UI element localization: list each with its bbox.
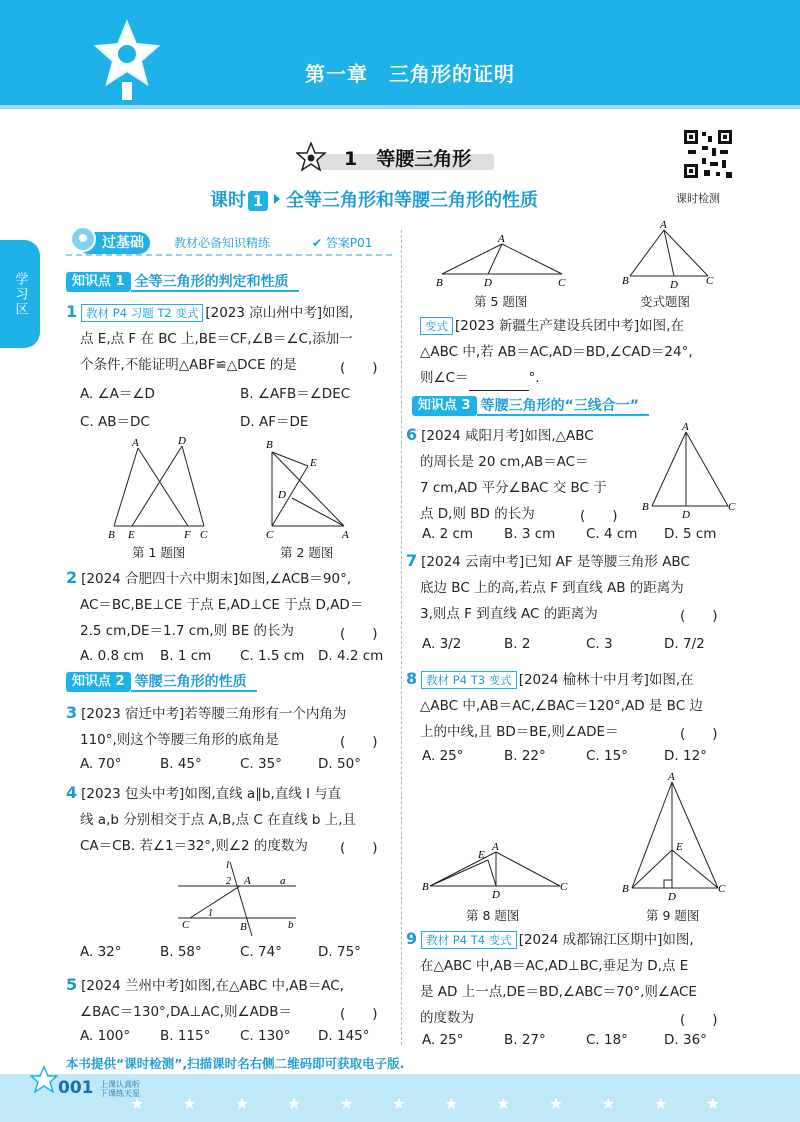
svg-text:D: D (682, 509, 690, 520)
option-b[interactable]: B. 2 (504, 636, 531, 652)
option-a[interactable]: A. 0.8 cm (80, 648, 144, 664)
option-b[interactable]: B. ∠AFB＝∠DEC (240, 386, 351, 402)
option-c[interactable]: C. 130° (240, 1028, 291, 1044)
option-c[interactable]: C. 1.5 cm (240, 648, 305, 664)
variant-figure-diagram (616, 218, 720, 292)
option-c[interactable]: C. 3 (586, 636, 613, 652)
svg-text:B: B (422, 881, 429, 893)
question-text-line: 则∠C＝ (420, 370, 469, 386)
answer-bracket[interactable]: ( ) (680, 608, 718, 624)
option-b[interactable]: B. 3 cm (504, 526, 556, 542)
svg-text:C: C (558, 277, 566, 289)
lesson-title (210, 186, 538, 212)
basics-label: 过基础 (78, 232, 150, 254)
knowledge-point-2 (66, 672, 257, 694)
knowledge-point-tag: 知识点 2 (66, 672, 131, 692)
footer-note: 本书提供“课时检测”,扫描课时名右侧二维码即可获取电子版. (66, 1056, 405, 1071)
svg-text:C: C (200, 529, 208, 541)
option-a[interactable]: A. ∠A＝∠D (80, 386, 155, 402)
svg-text:B: B (622, 275, 629, 287)
option-c[interactable]: C. AB＝DC (80, 414, 150, 430)
figure-6-diagram (640, 420, 740, 520)
option-c[interactable]: C. 35° (240, 756, 282, 772)
question-text-line: [2024 榆林十中月考]如图,在 (518, 672, 694, 688)
question-number: 2 (66, 568, 78, 587)
answer-reference: ✔ 答案P01 (312, 236, 373, 250)
knowledge-point-3 (412, 396, 649, 418)
option-d[interactable]: D. 75° (318, 944, 361, 960)
question-text-line: △ABC 中,若 AB＝AC,AD＝BD,∠CAD＝24°, (420, 344, 693, 360)
option-b[interactable]: B. 58° (160, 944, 202, 960)
arrow-right-icon (274, 194, 280, 204)
option-a[interactable]: A. 3/2 (422, 636, 462, 652)
svg-text:C: C (718, 883, 726, 895)
svg-text:C: C (706, 275, 714, 287)
question-text-line: CA＝CB. 若∠1＝32°,则∠2 的度数为 (80, 838, 308, 854)
svg-text:A: A (682, 421, 689, 433)
answer-bracket[interactable]: ( ) (340, 360, 378, 376)
svg-text:D: D (492, 889, 500, 901)
question-text-line: [2024 合肥四十六中期末]如图,∠ACB＝90°, (81, 571, 352, 587)
figure-2-caption: 第 2 题图 (280, 545, 334, 560)
figure-4-diagram (170, 858, 300, 938)
question-text-line: [2023 凉山州中考]如图, (205, 305, 354, 321)
question-text-line: [2023 宿迁中考]若等腰三角形有一个内角为 (81, 706, 347, 722)
option-d[interactable]: D. 36° (664, 1032, 707, 1048)
svg-text:A: A (660, 219, 667, 231)
knowledge-point-title: 等腰三角形的性质 (131, 672, 257, 692)
knowledge-point-tag: 知识点 3 (412, 396, 477, 416)
question-text-line: 点 D,则 BD 的长为 (420, 506, 535, 522)
question-number: 5 (66, 975, 78, 994)
answer-bracket[interactable]: ( ) (340, 840, 378, 856)
answer-blank[interactable] (469, 377, 529, 391)
basics-subtitle: 教材必备知识精练 (174, 236, 271, 250)
variant-figure-caption: 变式题图 (640, 294, 691, 309)
question-number: 1 (66, 302, 78, 321)
question-text-line: [2024 云南中考]已知 AF 是等腰三角形 ABC (421, 554, 690, 570)
figure-5-caption: 第 5 题图 (474, 294, 528, 309)
svg-text:D: D (278, 489, 286, 501)
svg-text:C: C (182, 919, 190, 931)
svg-text:A: A (668, 771, 675, 783)
question-text-line: 的度数为 (420, 1010, 474, 1026)
figure-1-caption: 第 1 题图 (132, 545, 186, 560)
qr-label: 课时检测 (676, 192, 720, 205)
variant-tag: 变式 (420, 317, 453, 335)
chapter-title: 第一章 三角形的证明 (305, 62, 515, 86)
question-text-line: 110°,则这个等腰三角形的底角是 (80, 732, 279, 748)
answer-bracket[interactable]: ( ) (340, 734, 378, 750)
question-text-line: 7 cm,AD 平分∠BAC 交 BC 于 (420, 480, 607, 496)
question-text-line: 个条件,不能证明△ABF≌△DCE 的是 (80, 357, 297, 373)
svg-text:B: B (108, 529, 115, 541)
svg-text:C: C (728, 501, 736, 513)
column-divider (401, 230, 402, 1045)
answer-reference-text: 答案P01 (325, 236, 373, 250)
star-badge-icon (296, 142, 326, 172)
option-d[interactable]: D. 5 cm (664, 526, 717, 542)
svg-text:D: D (178, 435, 186, 447)
answer-bracket[interactable]: ( ) (580, 508, 618, 524)
question-text-line: [2024 成都锦江区期中]如图, (518, 932, 694, 948)
svg-text:a: a (280, 875, 286, 887)
question-text-line: 上的中线,且 BD＝BE,则∠ADE＝ (420, 724, 619, 740)
question-text-suffix: °. (528, 370, 540, 386)
question-text-line: 是 AD 上一点,DE＝BD,∠ABC＝70°,则∠ACE (420, 984, 697, 1000)
svg-text:B: B (240, 921, 247, 933)
question-text-line: 点 E,点 F 在 BC 上,BE＝CF,∠B＝∠C,添加一 (80, 331, 353, 347)
option-b[interactable]: B. 45° (160, 756, 202, 772)
knowledge-point-tag: 知识点 1 (66, 272, 131, 292)
textbook-tag: 教材 P4 习题 T2 变式 (81, 304, 203, 322)
option-d[interactable]: D. 50° (318, 756, 361, 772)
question-text-line: 底边 BC 上的高,若点 F 到直线 AB 的距离为 (420, 580, 684, 596)
figure-8-caption: 第 8 题图 (466, 908, 520, 923)
svg-text:F: F (184, 529, 191, 541)
question-text-line: 2.5 cm,DE＝1.7 cm,则 BE 的长为 (80, 623, 295, 639)
page-number: 001 (58, 1078, 94, 1098)
question-number: 3 (66, 703, 78, 722)
svg-text:C: C (266, 529, 274, 541)
svg-text:A: A (342, 529, 349, 541)
svg-text:E: E (128, 529, 135, 541)
question-number: 4 (66, 783, 78, 802)
question-text-line: AC＝BC,BE⊥CE 于点 E,AD⊥CE 于点 D,AD＝ (80, 597, 364, 613)
answer-bracket[interactable]: ( ) (340, 626, 378, 642)
answer-bracket[interactable]: ( ) (340, 1006, 378, 1022)
option-a[interactable]: A. 100° (80, 1028, 131, 1044)
svg-text:1: 1 (208, 908, 213, 919)
question-number: 7 (406, 551, 418, 570)
option-a[interactable]: A. 32° (80, 944, 122, 960)
svg-text:B: B (436, 277, 443, 289)
section-heading (296, 142, 496, 172)
svg-text:A: A (244, 875, 251, 887)
option-d[interactable]: D. 7/2 (664, 636, 705, 652)
option-c[interactable]: C. 15° (586, 748, 628, 764)
svg-text:b: b (288, 919, 294, 931)
knowledge-point-title: 等腰三角形的“三线合一” (477, 396, 649, 416)
svg-text:D: D (484, 277, 492, 289)
question-text-line: 3,则点 F 到直线 AC 的距离为 (420, 606, 598, 622)
qr-code-icon[interactable] (682, 128, 734, 180)
question-number: 6 (406, 425, 418, 444)
option-d[interactable]: D. 4.2 cm (318, 648, 384, 664)
question-text-line: 线 a,b 分别相交于点 A,B,点 C 在直线 b 上,且 (80, 812, 357, 828)
side-tab: 学习区 (0, 240, 40, 348)
svg-text:A: A (492, 841, 499, 853)
lesson-prefix: 课时 (210, 190, 246, 211)
option-d[interactable]: D. 145° (318, 1028, 370, 1044)
question-text-line: [2023 包头中考]如图,直线 a∥b,直线 l 与直 (81, 786, 342, 802)
svg-text:A: A (498, 233, 505, 245)
option-c[interactable]: C. 4 cm (586, 526, 638, 542)
knowledge-point-1 (66, 272, 299, 294)
page-tag: 上课认真听 下课练天星 (100, 1080, 140, 1098)
answer-bracket[interactable]: ( ) (680, 1012, 718, 1028)
option-a[interactable]: A. 25° (422, 1032, 464, 1048)
question-text-line: [2024 咸阳月考]如图,△ABC (421, 428, 594, 444)
option-b[interactable]: B. 1 cm (160, 648, 212, 664)
option-a[interactable]: A. 25° (422, 748, 464, 764)
textbook-tag: 教材 P4 T3 变式 (421, 671, 517, 689)
question-text-line: ∠BAC＝130°,DA⊥AC,则∠ADB＝ (80, 1004, 292, 1020)
option-d[interactable]: D. AF＝DE (240, 414, 309, 430)
section-title (344, 144, 471, 171)
knowledge-point-title: 全等三角形的判定和性质 (131, 272, 299, 292)
svg-text:l: l (226, 859, 230, 871)
section-number: 1 (344, 148, 358, 170)
star-mascot-icon (92, 18, 162, 102)
question-number: 8 (406, 669, 418, 688)
svg-text:2: 2 (226, 876, 231, 887)
svg-text:E: E (676, 841, 683, 853)
svg-text:B: B (622, 883, 629, 895)
option-d[interactable]: D. 12° (664, 748, 707, 764)
svg-text:B: B (266, 439, 273, 451)
textbook-tag: 教材 P4 T4 变式 (421, 931, 517, 949)
section-name: 等腰三角形 (376, 148, 472, 170)
svg-text:E: E (478, 849, 485, 861)
svg-text:D: D (668, 891, 676, 902)
figure-9-diagram (620, 770, 730, 902)
star-mascot-icon (30, 1066, 58, 1094)
question-number: 9 (406, 929, 418, 948)
option-a[interactable]: A. 70° (80, 756, 122, 772)
figure-5-diagram (432, 232, 572, 292)
figure-8-diagram (420, 838, 570, 902)
figure-9-caption: 第 9 题图 (646, 908, 700, 923)
question-text-line: △ABC 中,AB＝AC,∠BAC＝120°,AD 是 BC 边 (420, 698, 703, 714)
question-text-line: 在△ABC 中,AB＝AC,AD⊥BC,垂足为 D,点 E (420, 958, 689, 974)
figure-2-diagram (258, 432, 358, 542)
figure-1-diagram (100, 432, 210, 542)
question-text-line: 的周长是 20 cm,AB＝AC＝ (420, 454, 589, 470)
variant-question (420, 313, 750, 391)
answer-bracket[interactable]: ( ) (680, 726, 718, 742)
option-c[interactable]: C. 18° (586, 1032, 628, 1048)
option-b[interactable]: B. 22° (504, 748, 546, 764)
option-b[interactable]: B. 27° (504, 1032, 546, 1048)
lesson-number: 1 (248, 191, 268, 211)
option-b[interactable]: B. 115° (160, 1028, 211, 1044)
question-text-line: [2023 新疆生产建设兵团中考]如图,在 (455, 318, 684, 334)
option-c[interactable]: C. 74° (240, 944, 282, 960)
svg-text:C: C (560, 881, 568, 893)
mascot-badge-icon (70, 226, 96, 252)
svg-text:B: B (642, 501, 649, 513)
question-text-line: [2024 兰州中考]如图,在△ABC 中,AB＝AC, (81, 978, 344, 994)
option-a[interactable]: A. 2 cm (422, 526, 474, 542)
basics-bar (66, 230, 392, 256)
svg-text:E: E (310, 457, 317, 469)
svg-text:D: D (670, 279, 678, 291)
star-decoration-icon: ★★★★★★★★★★★★ (130, 1094, 759, 1113)
lesson-name: 全等三角形和等腰三角形的性质 (286, 190, 538, 211)
svg-text:A: A (132, 437, 139, 449)
